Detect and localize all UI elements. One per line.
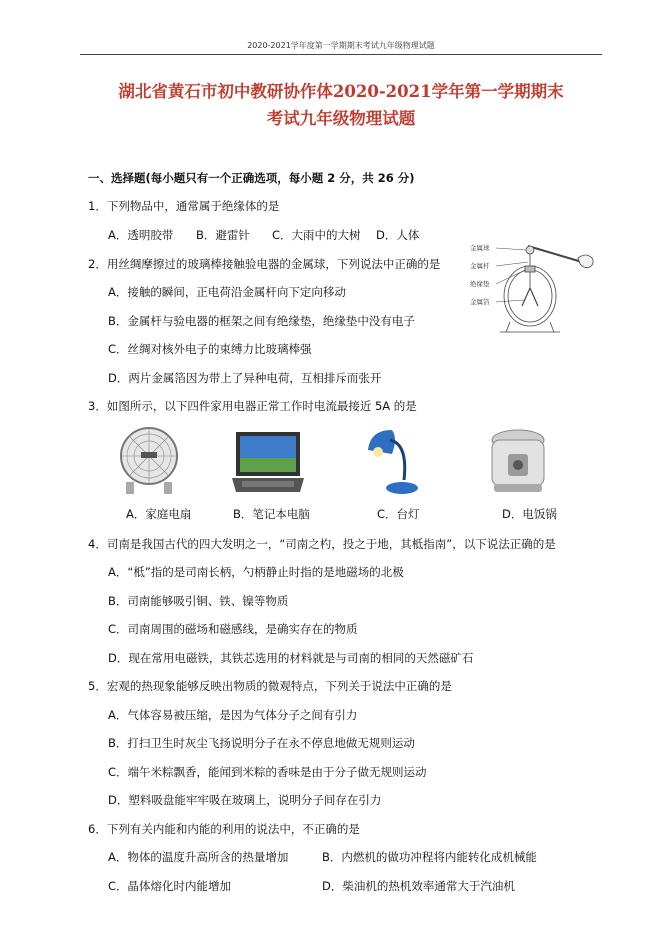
rice-cooker-icon	[486, 426, 550, 496]
label-metal-foil: 金属箔	[470, 298, 490, 306]
laptop-image	[232, 430, 304, 494]
exam-title-line-2: 考试九年级物理试题	[266, 109, 416, 128]
fan-image	[112, 424, 186, 496]
laptop-icon	[232, 430, 304, 494]
question-5-option-d: D．塑料吸盘能牢牢吸在玻璃上，说明分子间存在引力	[108, 793, 382, 807]
question-5-stem: 5．宏观的热现象能够反映出物质的微观特点，下列关于说法中正确的是	[88, 679, 452, 693]
question-4-stem: 4．司南是我国古代的四大发明之一，“司南之杓，投之于地，其柢指南”，以下说法正确的是	[88, 537, 556, 551]
question-2-option-a: A．接触的瞬间，正电荷沿金属杆向下定向移动	[108, 285, 346, 299]
exam-title	[70, 78, 612, 132]
question-3-option-d: D．电饭锅	[502, 507, 557, 521]
rice-cooker-image	[486, 426, 550, 496]
question-5-option-a: A．气体容易被压缩，是因为气体分子之间有引力	[108, 708, 358, 722]
running-header: 2020-2021学年度第一学期期末考试九年级物理试题	[80, 40, 602, 55]
question-1-option-a: A．透明胶带	[108, 228, 174, 242]
exam-title-line-1: 湖北省黄石市初中教研协作体2020-2021学年第一学期期末	[118, 82, 564, 101]
question-6-option-c: C．晶体熔化时内能增加	[108, 879, 232, 893]
question-4-option-b: B．司南能够吸引铜、铁、镍等物质	[108, 594, 289, 608]
label-insulating-pad: 绝缘垫	[470, 280, 490, 288]
question-6-option-b: B．内燃机的做功冲程将内能转化成机械能	[322, 850, 537, 864]
question-6-option-a: A．物体的温度升高所含的热量增加	[108, 850, 289, 864]
desk-lamp-icon	[364, 426, 420, 496]
question-1-option-c: C．大雨中的大树	[272, 228, 361, 242]
question-2-option-d: D．两片金属箔因为带上了异种电荷，互相排斥而张开	[108, 371, 382, 385]
label-metal-rod: 金属杆	[470, 262, 490, 270]
question-1-stem: 1．下列物品中，通常属于绝缘体的是	[88, 199, 280, 213]
electroscope-figure	[470, 236, 598, 336]
question-2-stem: 2．用丝绸摩擦过的玻璃棒接触验电器的金属球，下列说法中正确的是	[88, 257, 441, 271]
question-4-option-a: A．“柢”指的是司南长柄，勺柄静止时指的是地磁场的北极	[108, 565, 404, 579]
electroscope-illustration	[470, 236, 598, 336]
question-3-stem: 3．如图所示，以下四件家用电器正常工作时电流最接近 5A 的是	[88, 399, 417, 413]
question-5-option-b: B．打扫卫生时灰尘飞扬说明分子在永不停息地做无规则运动	[108, 736, 415, 750]
question-6-stem: 6．下列有关内能和内能的利用的说法中，不正确的是	[88, 822, 360, 836]
question-1-option-b: B．避雷针	[196, 228, 250, 242]
section-heading: 一、选择题(每小题只有一个正确选项，每小题 2 分，共 26 分)	[88, 171, 415, 185]
question-4-option-d: D．现在常用电磁铁，其铁芯选用的材料就是与司南的相同的天然磁矿石	[108, 651, 474, 665]
question-3-option-a: A．家庭电扇	[126, 507, 192, 521]
question-5-option-c: C．端午米粽飘香，能闻到米粽的香味是由于分子做无规则运动	[108, 765, 427, 779]
fan-icon	[112, 424, 186, 496]
question-2-option-b: B．金属杆与验电器的框架之间有绝缘垫，绝缘垫中没有电子	[108, 314, 415, 328]
desk-lamp-image	[364, 426, 420, 496]
question-2-option-c: C．丝绸对核外电子的束缚力比玻璃棒强	[108, 342, 312, 356]
question-6-option-d: D．柴油机的热机效率通常大于汽油机	[322, 879, 515, 893]
question-4-option-c: C．司南周围的磁场和磁感线，是确实存在的物质	[108, 622, 358, 636]
label-metal-ball: 金属球	[470, 244, 490, 252]
question-3-option-c: C．台灯	[377, 507, 420, 521]
question-3-option-b: B．笔记本电脑	[233, 507, 310, 521]
question-1-option-d: D．人体	[376, 228, 420, 242]
